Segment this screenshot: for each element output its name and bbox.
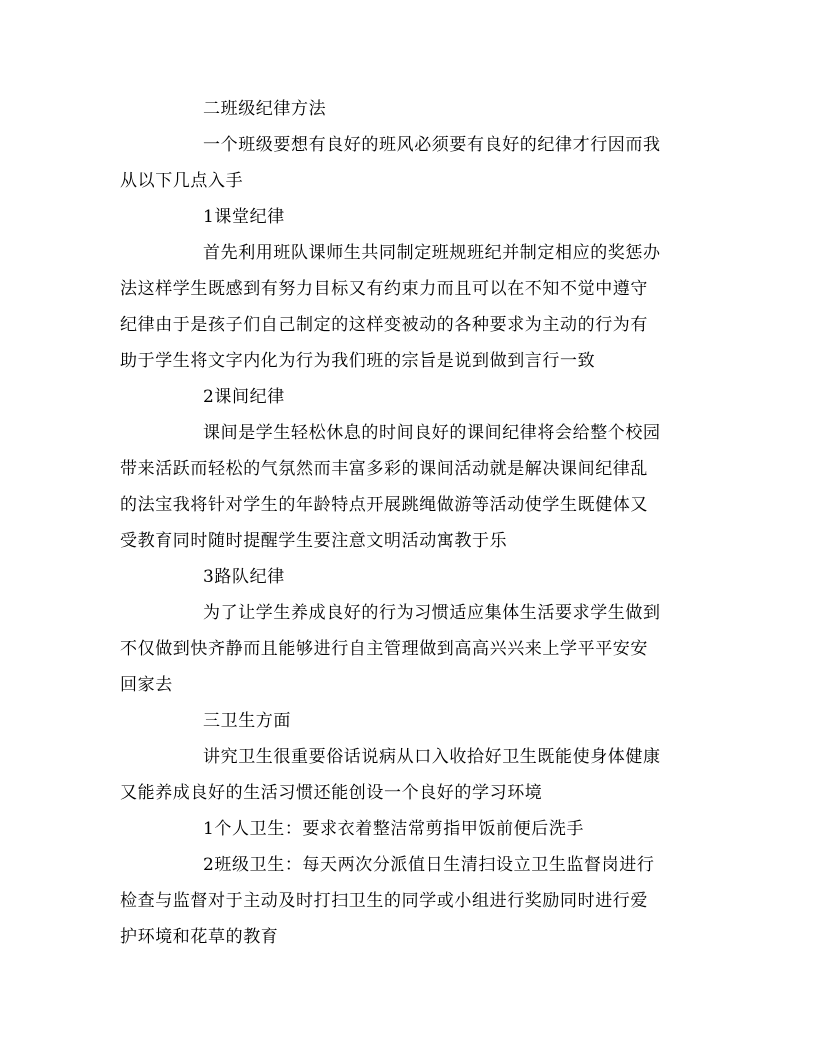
paragraph-line: 不仅做到快齐静而且能够进行自主管理做到高高兴兴来上学平平安安 xyxy=(120,639,648,659)
paragraph-line: 助于学生将文字内化为行为我们班的宗旨是说到做到言行一致 xyxy=(120,351,596,371)
paragraph-line: 带来活跃而轻松的气氛然而丰富多彩的课间活动就是解决课间纪律乱 xyxy=(120,459,648,479)
paragraph-line: 纪律由于是孩子们自己制定的这样变被动的各种要求为主动的行为有 xyxy=(120,315,648,335)
paragraph-line: 法这样学生既感到有努力目标又有约束力而且可以在不知不觉中遵守 xyxy=(120,279,648,299)
paragraph-line: 为了让学生养成良好的行为习惯适应集体生活要求学生做到 xyxy=(203,603,661,623)
paragraph-line: 讲究卫生很重要俗话说病从口入收拾好卫生既能使身体健康 xyxy=(203,747,661,767)
paragraph-line: 护环境和花草的教育 xyxy=(120,927,279,947)
paragraph-line: 回家去 xyxy=(120,675,173,695)
paragraph-line: 首先利用班队课师生共同制定班规班纪并制定相应的奖惩办 xyxy=(203,243,661,263)
list-item-class-hygiene: 2班级卫生：每天两次分派值日生清扫设立卫生监督岗进行 xyxy=(203,855,655,875)
section-heading-hygiene: 三卫生方面 xyxy=(203,711,291,731)
list-item-personal-hygiene: 1个人卫生：要求衣着整洁常剪指甲饭前便后洗手 xyxy=(203,819,585,839)
paragraph-line: 受教育同时随时提醒学生要注意文明活动寓教于乐 xyxy=(120,531,508,551)
paragraph-line: 检查与监督对于主动及时打扫卫生的同学或小组进行奖励同时进行爱 xyxy=(120,891,648,911)
paragraph-line: 的法宝我将针对学生的年龄特点开展跳绳做游等活动使学生既健体又 xyxy=(120,495,648,515)
section-heading-discipline: 二班级纪律方法 xyxy=(203,99,327,119)
subheading-break-discipline: 2课间纪律 xyxy=(203,387,285,407)
paragraph-line: 课间是学生轻松休息的时间良好的课间纪律将会给整个校园 xyxy=(203,423,661,443)
subheading-queue-discipline: 3路队纪律 xyxy=(203,567,285,587)
paragraph-line: 一个班级要想有良好的班风必须要有良好的纪律才行因而我 xyxy=(203,135,661,155)
subheading-classroom-discipline: 1课堂纪律 xyxy=(203,207,285,227)
paragraph-line: 从以下几点入手 xyxy=(120,171,244,191)
paragraph-line: 又能养成良好的生活习惯还能创设一个良好的学习环境 xyxy=(120,783,543,803)
